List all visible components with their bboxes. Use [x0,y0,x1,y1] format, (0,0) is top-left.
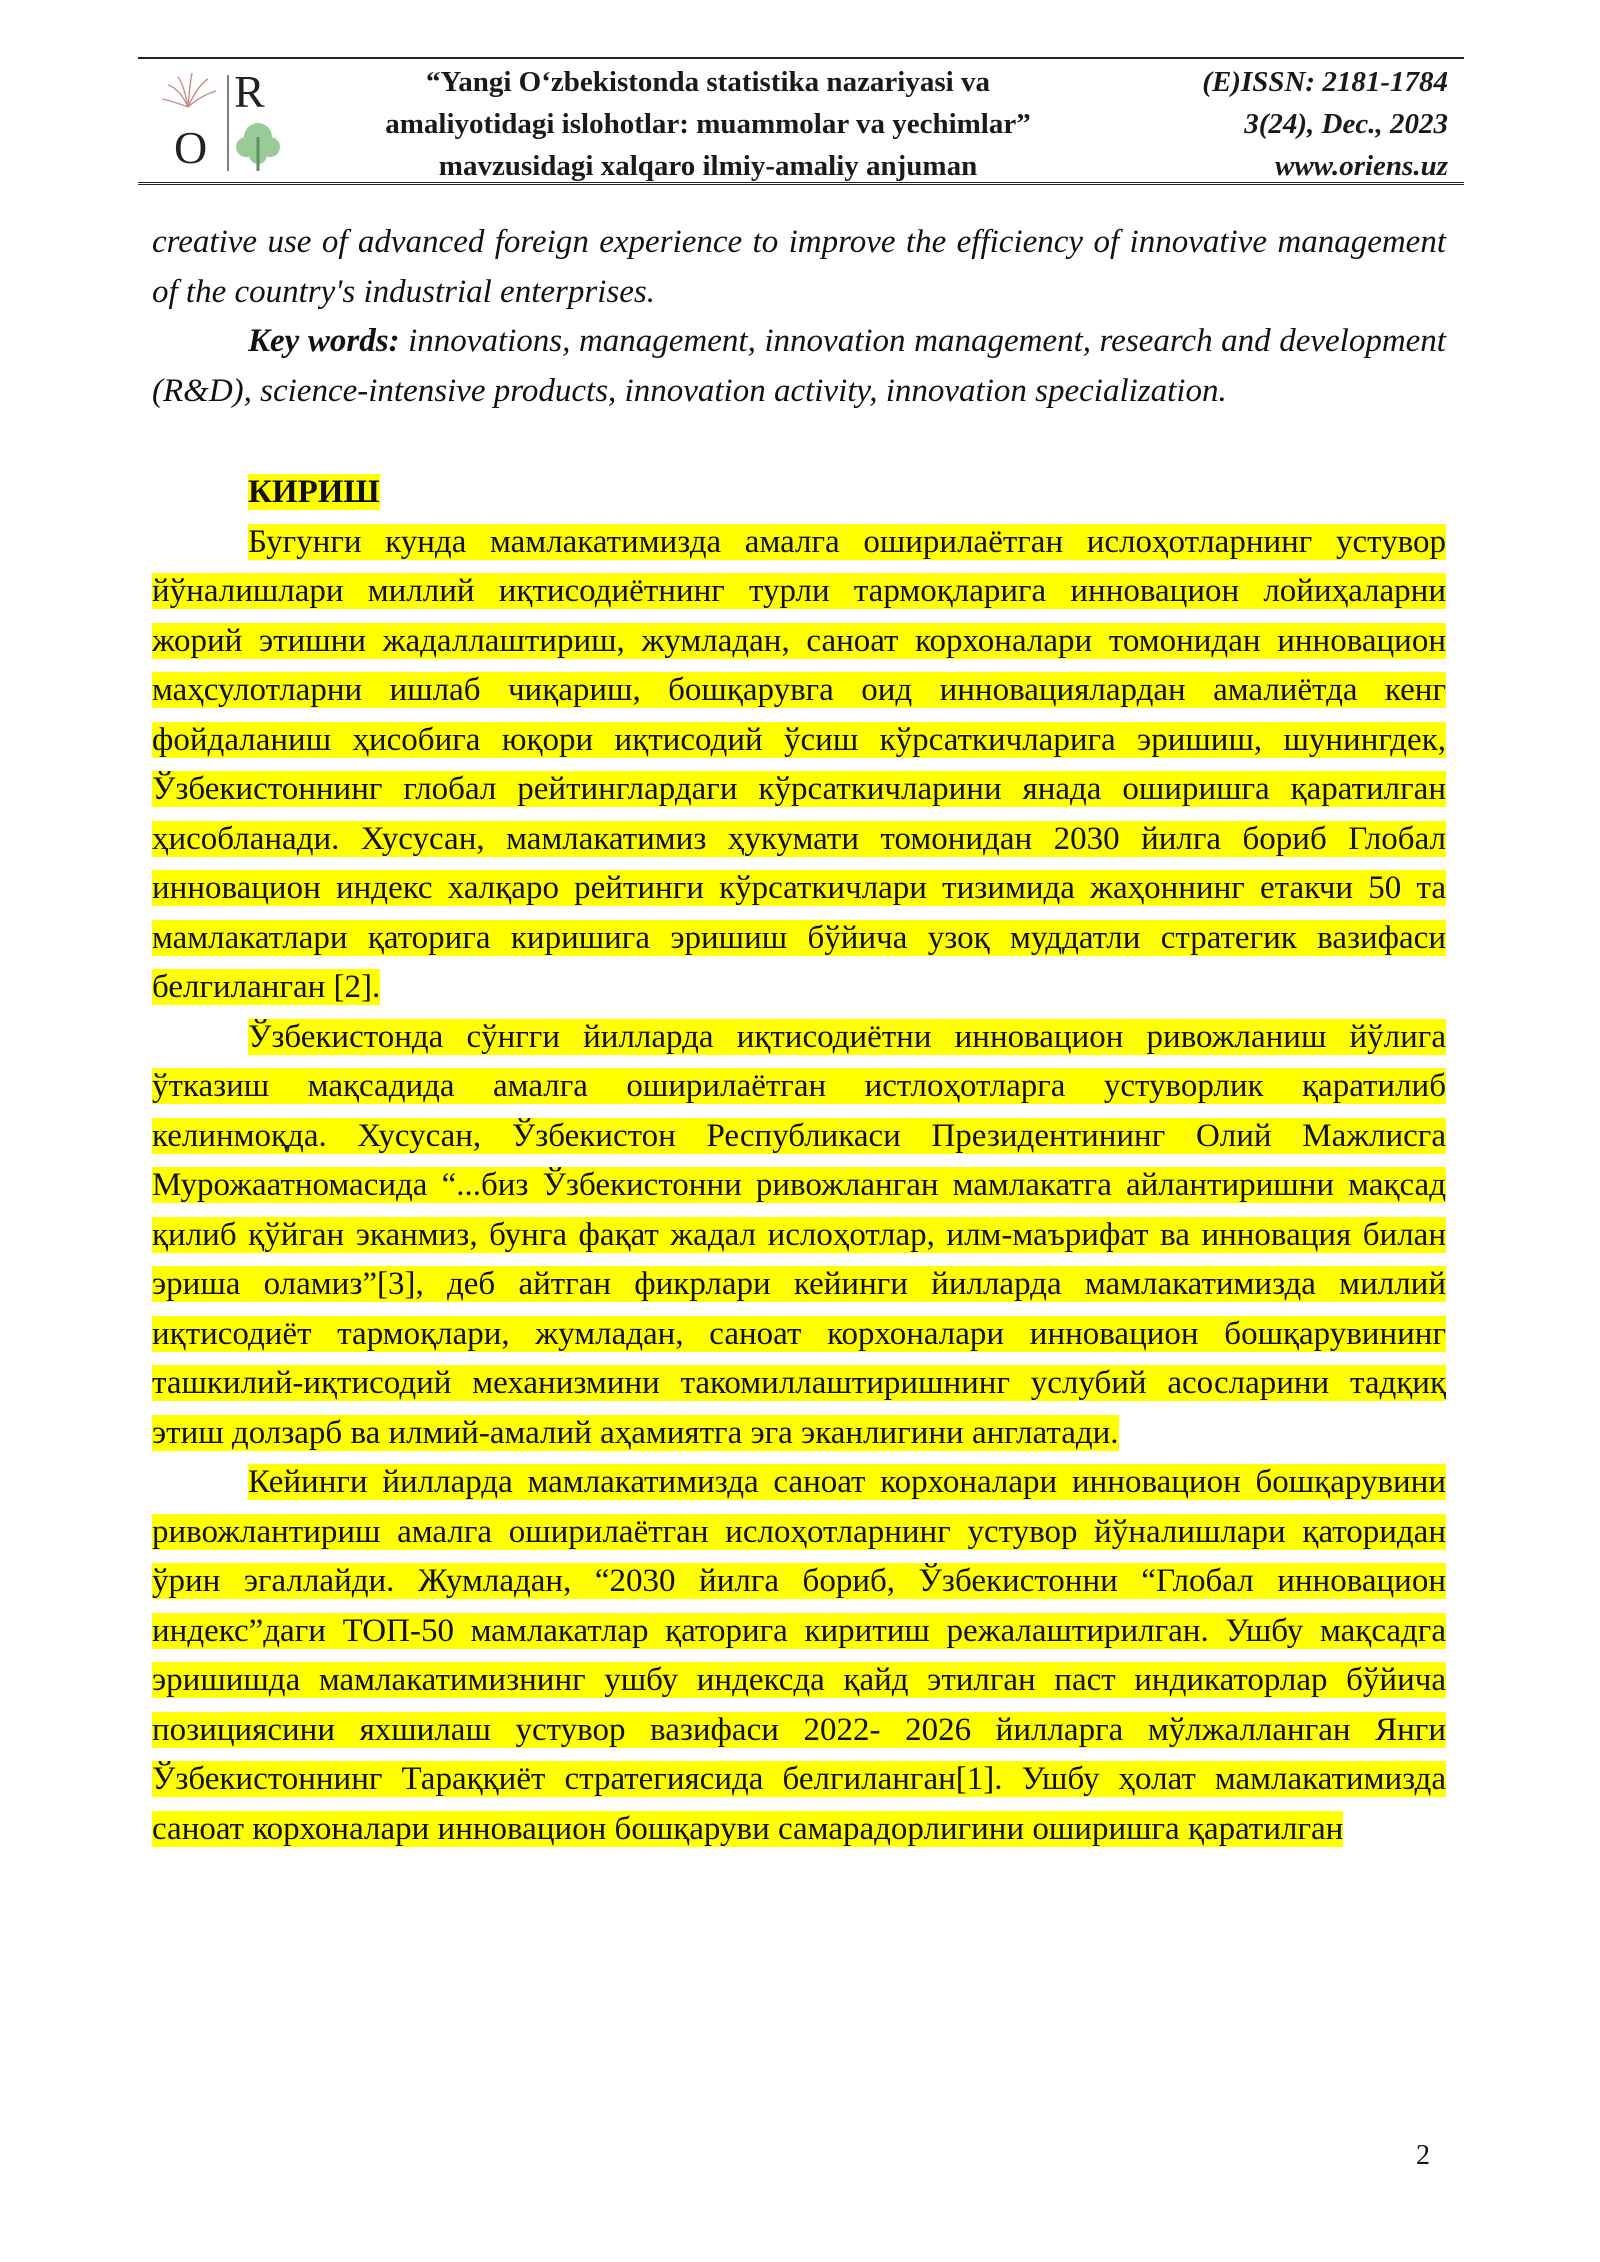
journal-url[interactable]: www.oriens.uz [1275,150,1448,182]
paragraph-text: Кейинги йилларда мамлакатимизда саноат корхоналари инновацион бошқарувини ривожлантириш амалга оширилаётган ислоҳотларнинг устувор йўналишлари қаторидан ўрин эгаллайди. Жумладан, “2030 йилга бориб, Ўзбекистонни “Глобал инновацион индекс”даги ТОП-50 мамлакатлар қаторига киритиш режалаштирилган. Ушбу мақсадга эришишда мамлакатимизнинг ушбу индексда қайд этилган паст индикаторлар бўйича позициясини яхшилаш устувор вазифаси 2022- 2026 йилларга мўлжалланган Янги Ўзбекистоннинг Тараққиёт стратегиясида белгиланган[1]. Ушбу ҳолат мамлакатимизда саноат корхоналари инновацион бошқаруви самарадорлигини оширишга қаратилган [152,1464,1446,1847]
logo-letter-o: O [174,122,208,173]
keywords-label: Key words: [248,323,400,359]
body-paragraph [152,518,1446,1013]
journal-info [1118,61,1448,187]
conference-title [348,61,1068,187]
section-title-text: КИРИШ [248,474,380,510]
logo-letter-r: R [234,67,265,117]
abstract [152,218,1446,416]
page-content [152,218,1446,1854]
conference-title-line: mavzusidagi xalqaro ilmiy-amaliy anjuman [438,150,978,182]
conference-title-line: “Yangi O‘zbekistonda statistika nazariyasi va [426,66,990,98]
keywords [152,317,1446,416]
section-title [248,468,1446,518]
issn: (E)ISSN: 2181-1784 [1202,66,1448,98]
paragraph-text: Бугунги кунда мамлакатимизда амалга оширилаётган ислоҳотларнинг устувор йўналишлари миллий иқтисодиётнинг турли тармоқларига инновацион лойиҳаларни жорий этишни жадаллаштириш, жумладан, саноат корхоналари томонидан инновацион маҳсулотларни ишлаб чиқариш, бошқарувга оид инновациялардан амалиётда кенг фойдаланиш ҳисобига юқори иқтисодий ўсиш кўрсаткичларига эришиш, шунингдек, Ўзбекистоннинг глобал рейтинглардаги кўрсаткичларини янада оширишга қаратилган ҳисобланади. Хусусан, мамлакатимиз ҳукумати томонидан 2030 йилга бориб Глобал инновацион индекс халқаро рейтинги кўрсаткичлари тизимида жаҳоннинг етакчи 50 та мамлакатлари қаторига киришига эришиш бўйича узоқ муддатли стратегик вазифаси белгиланган [2]. [152,523,1446,1005]
body-paragraph [152,1013,1446,1459]
conference-title-line: amaliyotidagi islohotlar: muammolar va yechimlar” [385,108,1031,140]
journal-logo [158,67,308,175]
journal-header [138,57,1464,185]
body-paragraph [152,1458,1446,1854]
issue-date: 3(24), Dec., 2023 [1244,108,1448,140]
page-number: 2 [1416,2140,1430,2171]
abstract-continuation: creative use of advanced foreign experience to improve the efficiency of innovative management of the country's industrial enterprises. [152,224,1446,310]
keywords-text: innovations, management, innovation management, research and development (R&D), science-intensive products, innovation activity, innovation specialization. [152,323,1446,409]
paragraph-text: Ўзбекистонда сўнгги йилларда иқтисодиётни инновацион ривожланиш йўлига ўтказиш мақсадида амалга оширилаётган истлоҳотларга устуворлик қаратилиб келинмоқда. Хусусан, Ўзбекистон Республикаси Президентининг Олий Мажлисга Мурожаатномасида “...биз Ўзбекистонни ривожланган мамлакатга айлантиришни мақсад қилиб қўйган эканмиз, бунга фақат жадал ислоҳотлар, илм-маърифат ва инновация билан эриша оламиз”[3], деб айтган фикрлари кейинги йилларда мамлакатимизда миллий иқтисодиёт тармоқлари, жумладан, саноат корхоналари инновацион бошқарувининг ташкилий-иқтисодий механизмини такомиллаштиришнинг услубий асосларини тадқиқ этиш долзарб ва илмий-амалий аҳамиятга эга эканлигини англатади. [152,1018,1446,1451]
